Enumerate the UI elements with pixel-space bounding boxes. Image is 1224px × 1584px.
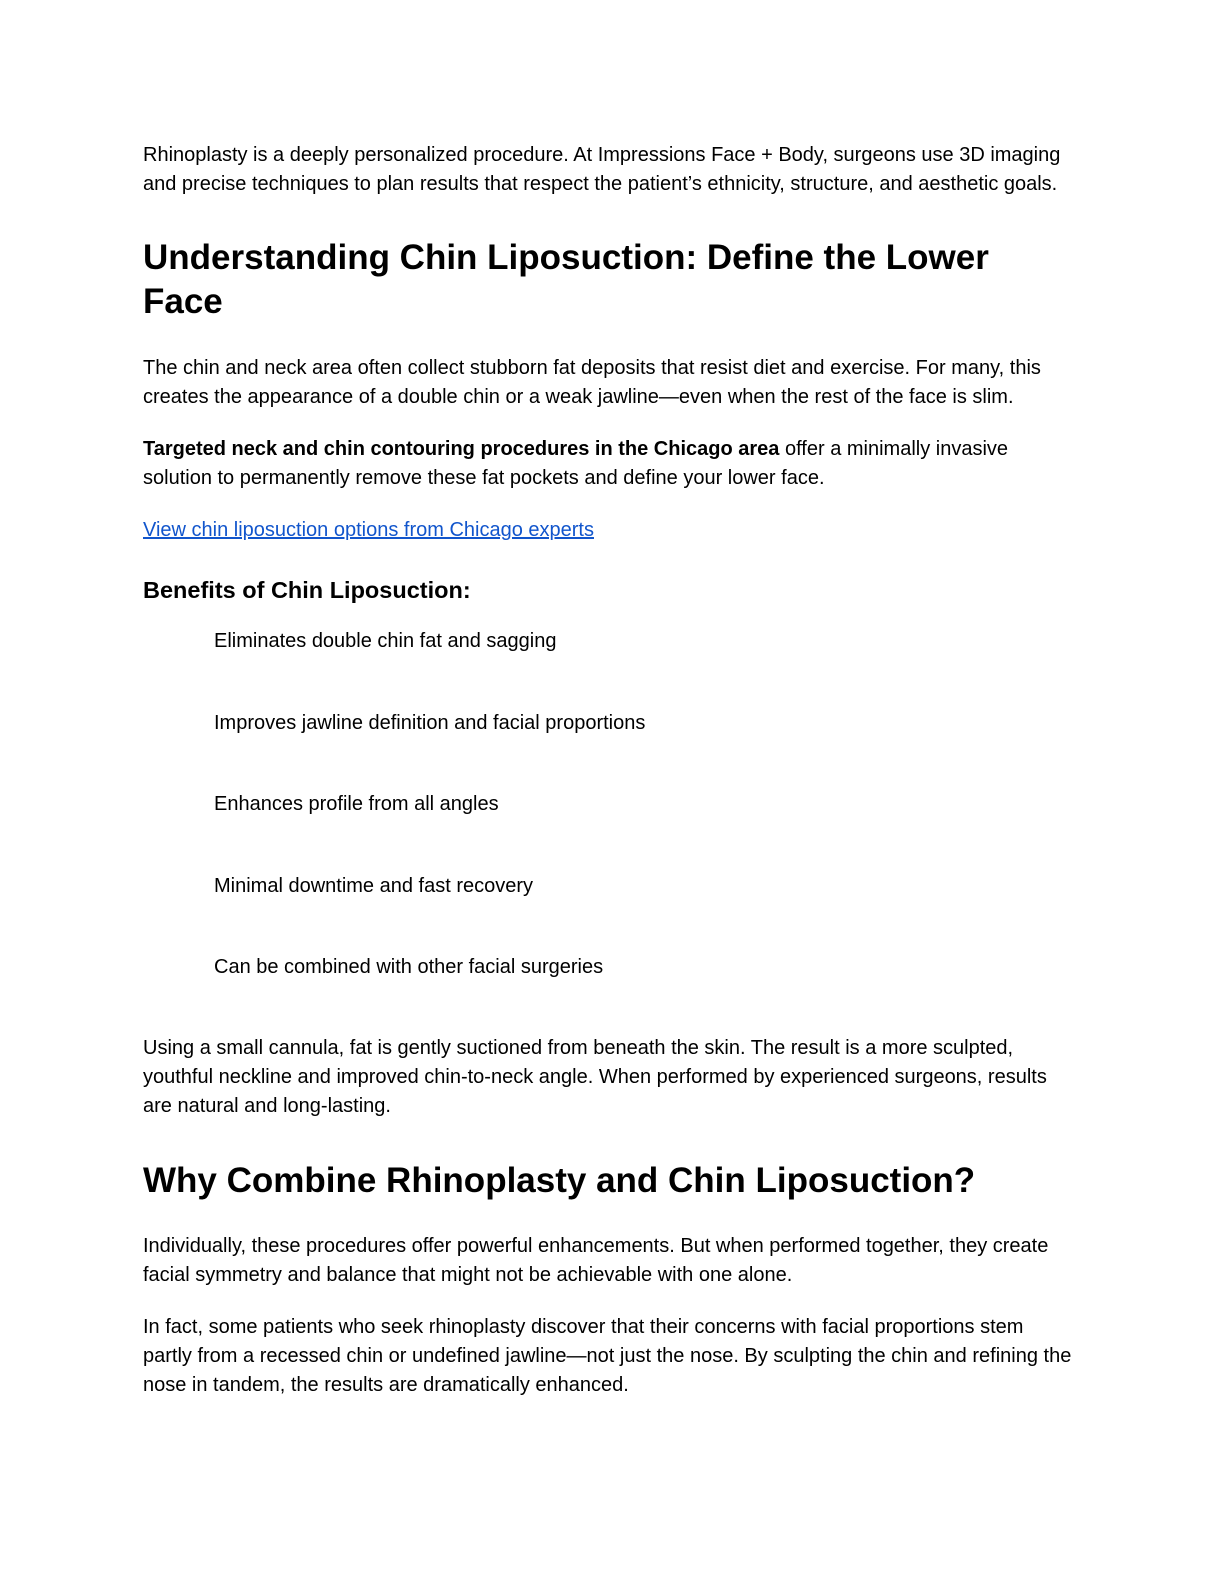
chin-paragraph-2 xyxy=(143,435,1073,493)
combine-paragraph-1: Individually, these procedures offer powerful enhancements. But when performed together, they create facial symmetry and balance that might not be achievable with one alone. xyxy=(143,1235,1049,1286)
intro-paragraph: Rhinoplasty is a deeply personalized procedure. At Impressions Face + Body, surgeons use 3D imaging and precise techniques to plan results that respect the patient’s ethnicity, structure, and aesthetic goals. xyxy=(143,144,1061,195)
benefits-heading: Benefits of Chin Liposuction: xyxy=(143,577,471,603)
chin-link-paragraph xyxy=(143,516,1073,545)
list-item: Enhances profile from all angles xyxy=(214,793,499,815)
chin-liposuction-options-link[interactable]: View chin liposuction options from Chicago experts xyxy=(143,519,594,541)
benefits-list xyxy=(143,627,1073,982)
list-item: Can be combined with other facial surgeries xyxy=(214,956,604,978)
list-item: Minimal downtime and fast recovery xyxy=(214,874,534,897)
chin-paragraph-2-bold: Targeted neck and chin contouring procedures in the Chicago area xyxy=(143,438,780,460)
chin-paragraph-2-rest: offer a minimally invasive solution to permanently remove these fat pockets and define your lower face. xyxy=(143,438,1009,489)
combine-paragraph-2: In fact, some patients who seek rhinoplasty discover that their concerns with facial proportions stem partly from a recessed chin or undefined jawline—not just the nose. By sculpting the chin and refining the nose in tandem, the results are dramatically enhanced. xyxy=(143,1316,1072,1396)
list-item: Improves jawline definition and facial proportions xyxy=(214,711,646,734)
document-page xyxy=(143,141,1073,1400)
combine-heading: Why Combine Rhinoplasty and Chin Liposuction? xyxy=(143,1161,976,1200)
chin-liposuction-heading: Understanding Chin Liposuction: Define the Lower Face xyxy=(143,238,989,321)
chin-paragraph-1: The chin and neck area often collect stubborn fat deposits that resist diet and exercise. For many, this creates the appearance of a double chin or a weak jawline—even when the rest of the face is slim. xyxy=(143,357,1041,408)
chin-paragraph-3: Using a small cannula, fat is gently suctioned from beneath the skin. The result is a more sculpted, youthful neckline and improved chin-to-neck angle. When performed by experienced surgeons, results are natural and long-lasting. xyxy=(143,1037,1047,1117)
list-item: Eliminates double chin fat and sagging xyxy=(214,630,557,652)
